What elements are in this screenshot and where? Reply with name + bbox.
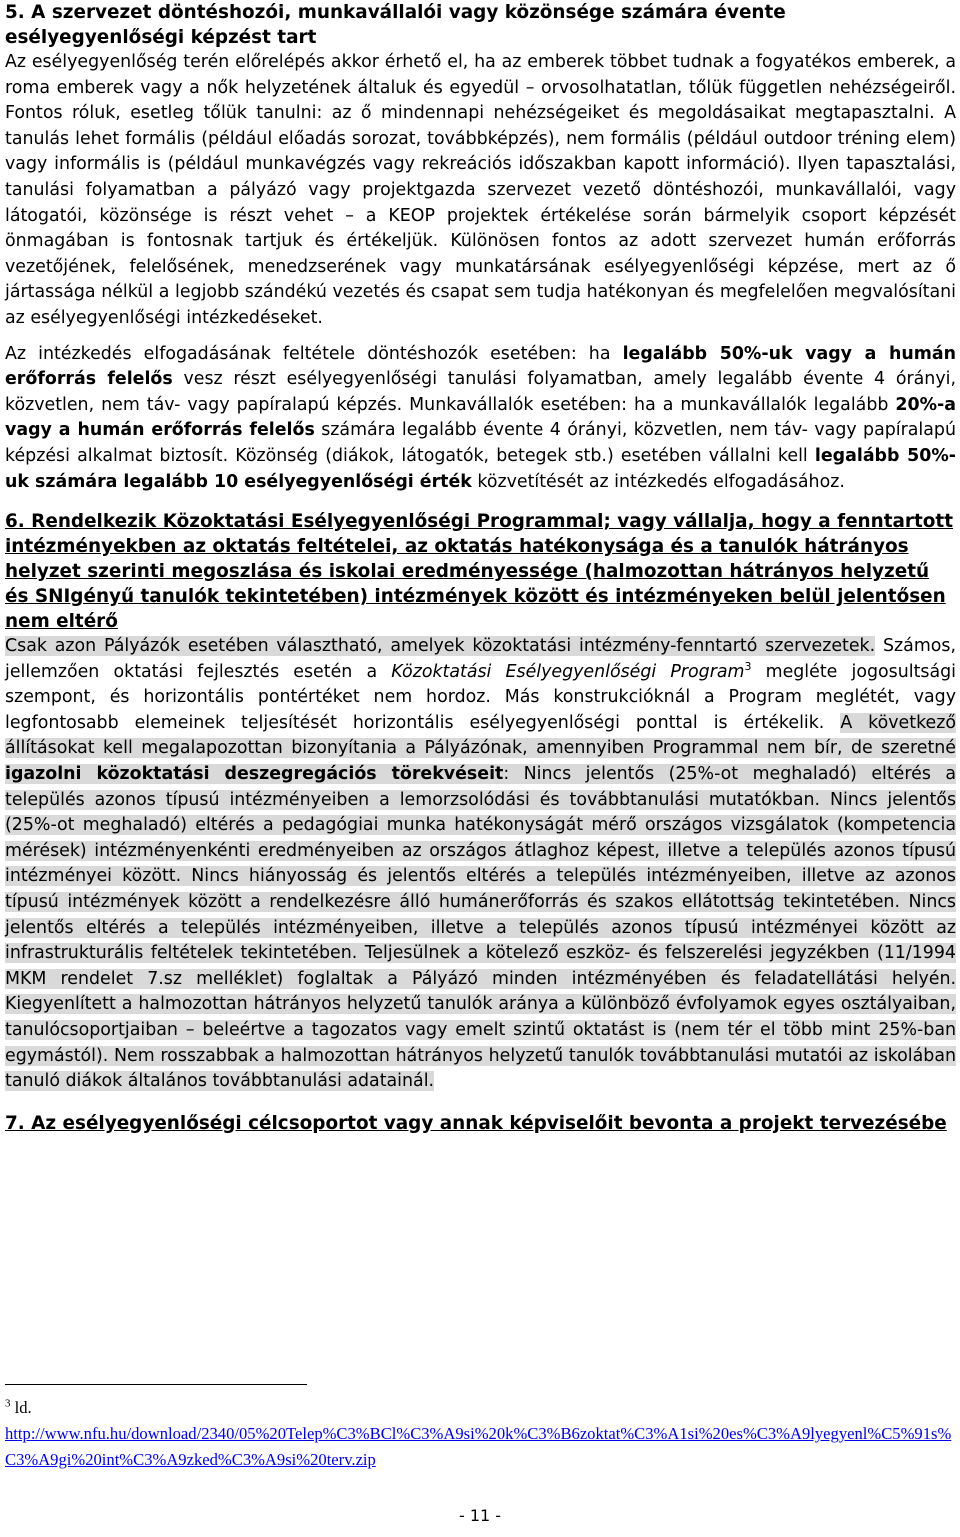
- bold-text: igazolni közoktatási deszegregációs törekvéseit: [5, 764, 504, 785]
- footnote-separator: [5, 1384, 307, 1385]
- section-6-paragraph: Csak azon Pályázók esetében választható, amelyek közoktatási intézmény-fenntartó szervezetek. Számos, jellemzően oktatási fejlesztés esetén a Közoktatási Esélyegyenlőségi Program$^3$ megléte jogosultsági szempont, és horizontális pontértéket nem hordoz. Más konstrukcióknál a Program meglétét, vagy legfontosabb elemeinek teljesítését horizontális esélyegyenlőségi ponttal is értékelik. A következő állításokat kell megalapozottan bizonyítania a Pályázónak, amennyiben Programmal nem bír, de szeretné igazolni közoktatási deszegregációs törekvéseit: Nincs jelentős (25%-ot meghaladó) eltérés a település azonos típusú intézményeiben a lemorzsolódási és továbbtanulási mutatókban. Nincs jelentős (25%-ot meghaladó) eltérés a pedagógiai munka hatékonyságát mérő országos vizsgálatok (kompetencia mérések) intézményenkénti eredményeiben az országos átlaghoz képest, illetve a település azonos típusú intézményei között. Nincs hiányosság és jelentős eltérés a település intézményeiben, illetve az azonos típusú intézmények között a rendelkezésre álló humánerőforrás és szakos ellátottság tekintetében. Nincs jelentős eltérés a település intézményeiben, illetve a település azonos típusú intézményei között az infrastrukturális feltételek tekintetében. Teljesülnek a kötelező eszköz- és felszerelési jegyzékben (11/1994 MKM rendelet 7.sz melléklet) foglaltak a Pályázó minden intézményében és feladatellátási helyén. Kiegyenlített a halmozottan hátrányos helyzetű tanulók aránya a különböző évfolyamok egyes osztályaiban, tanulócsoportjaiban – beleértve a tagozatos vagy emelt szintű oktatást is (nem tér el több mint 25%-ban egymástól). Nem rosszabbak a halmozottan hátrányos helyzetű tanulók továbbtanulási mutatói az iskolában tanuló diákok általános továbbtanulási adatainál.: [5, 636, 957, 1092]
- footnote-link[interactable]: http://www.nfu.hu/download/2340/05%20Telep%C3%BCl%C3%A9si%20k%C3%B6zoktat%C3%A1si%20es%C3%A9lyegyenl%C5%91s%C3%A9gi%20int%C3%A9zked%C3%A9si%20terv.zip: [5, 1424, 952, 1469]
- footnote-reference: 3: [744, 659, 752, 673]
- section-5-heading: 5. A szervezet döntéshozói, munkavállalói vagy közönsége számára évente esélyegyenlőségi képzést tart: [5, 2, 786, 48]
- section-5-paragraph-1: Az esélyegyenlőség terén előrelépés akkor érhető el, ha az emberek többet tudnak a fogyatékos emberek, a roma emberek vagy a nők helyzetének általuk és egyedül – orvosolhatatlan, tőlük független nehézségeiről. Fontos róluk, esetleg tőlük tanulni: az ő mindennapi nehézségeiket és megoldásaikat megtapasztalni. A tanulás lehet formális (például előadás sorozat, továbbképzés), nem formális (például outdoor tréning elem) vagy informális is (például munkavégzés vagy rekreációs időszakban kapott információ). Ilyen tapasztalási, tanulási folyamatban a pályázó vagy projektgazda szervezet vezető döntéshozói, munkavállalói, vagy látogatói, közönsége is részt vehet – a KEOP projektek értékelése során bármelyik csoport képzését önmagában is fontosnak tartjuk és értékeljük. Különösen fontos az adott szervezet humán erőforrás vezetőjének, felelősének, menedzserének vagy munkatársának esélyegyenlőségi képzése, mert az ő jártassága nélkül a legjobb szándékú vezetés és csapat sem tudja hatékonyan és megfelelően megvalósítani az esélyegyenlőségi intézkedéseket.: [5, 52, 956, 328]
- page-number: - 11 -: [458, 1506, 502, 1525]
- footnote: [5, 1395, 955, 1473]
- italic-program-name: Közoktatási Esélyegyenlőségi Program: [391, 661, 745, 682]
- bold-text: legalább 50%-uk vagy a humán erőforrás felelős: [5, 343, 956, 390]
- section-6-heading: 6. Rendelkezik Közoktatási Esélyegyenlőségi Programmal; vagy vállalja, hogy a fenntartott intézményekben az oktatás feltételei, az oktatás hatékonysága és a tanulók hátrányos helyzet szerinti megoszlása és iskolai eredményessége (halmozottan hátrányos helyzetű és SNIgényű tanulók tekintetében) intézmények között és intézményeken belül jelentősen nem eltérő: [5, 511, 954, 633]
- bold-text: legalább 50%-uk számára legalább 10 esélyegyenlőségi érték: [5, 445, 956, 492]
- document-page: [5, 0, 956, 1136]
- footnote-text: ld.: [10, 1398, 32, 1417]
- highlighted-text: A következő állításokat kell megalapozottan bizonyítania a Pályázónak, amennyiben Programmal nem bír, de szeretné igazolni közoktatási deszegregációs törekvéseit: Nincs jelentős (25%-ot meghaladó) eltérés a település azonos típusú intézményeiben a lemorzsolódási és továbbtanulási mutatókban. Nincs jelentős (25%-ot meghaladó) eltérés a pedagógiai munka hatékonyságát mérő országos vizsgálatok (kompetencia mérések) intézményenkénti eredményeiben az országos átlaghoz képest, illetve a település azonos típusú intézményei között. Nincs hiányosság és jelentős eltérés a település intézményeiben, illetve az azonos típusú intézmények között a rendelkezésre álló humánerőforrás és szakos ellátottság tekintetében. Nincs jelentős eltérés a település intézményeiben, illetve a település azonos típusú intézményei között az infrastrukturális feltételek tekintetében. Teljesülnek a kötelező eszköz- és felszerelési jegyzékben (11/1994 MKM rendelet 7.sz melléklet) foglaltak a Pályázó minden intézményében és feladatellátási helyén. Kiegyenlített a halmozottan hátrányos helyzetű tanulók aránya a különböző évfolyamok egyes osztályaiban, tanulócsoportjaiban – beleértve a tagozatos vagy emelt szintű oktatást is (nem tér el több mint 25%-ban egymástól). Nem rosszabbak a halmozottan hátrányos helyzetű tanulók továbbtanulási mutatói az iskolában tanuló diákok általános továbbtanulási adatainál.: [5, 712, 957, 1092]
- highlighted-text: Csak azon Pályázók esetében választható, amelyek közoktatási intézmény-fenntartó szervezetek.: [5, 636, 876, 657]
- footnote-number: 3: [5, 1397, 11, 1410]
- section-7-heading: 7. Az esélyegyenlőségi célcsoportot vagy annak képviselőit bevonta a projekt tervezésébe: [5, 1112, 947, 1134]
- bold-text: 20%-a vagy a humán erőforrás felelős: [5, 394, 956, 441]
- section-5-paragraph-2: Az intézkedés elfogadásának feltétele döntéshozók esetében: ha legalább 50%-uk vagy a humán erőforrás felelős vesz részt esélyegyenlőségi tanulási folyamatban, amely legalább évente 4 órányi, közvetlen, nem táv- vagy papíralapú képzés. Munkavállalók esetében: ha a munkavállalók legalább 20%-a vagy a humán erőforrás felelős számára legalább évente 4 órányi, közvetlen, nem táv- vagy papíralapú képzési alkalmat biztosít. Közönség (diákok, látogatók, betegek stb.) esetében vállalni kell legalább 50%-uk számára legalább 10 esélyegyenlőségi érték közvetítését az intézkedés elfogadásához.: [5, 343, 956, 492]
